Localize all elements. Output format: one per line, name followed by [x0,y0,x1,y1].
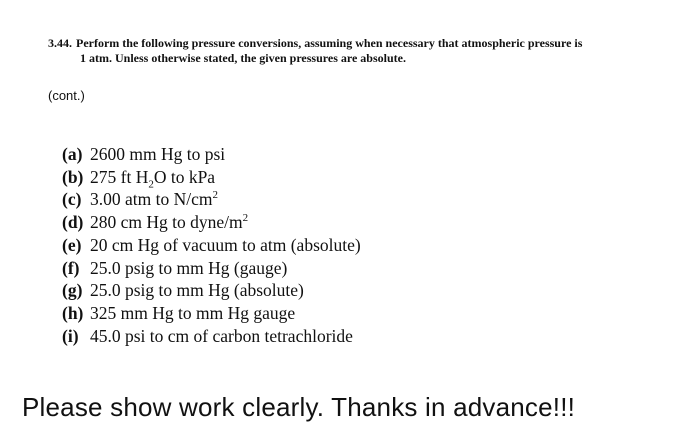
item-text [90,326,353,346]
item-label: (i) [62,325,79,346]
continued-label: (cont.) [48,88,85,103]
list-item [62,166,361,189]
item-text-part: 3.00 atm to N/cm [90,189,213,210]
item-text-part: 2600 mm Hg to psi [90,144,226,164]
item-text-part: 275 ft H [90,166,149,187]
item-text-part: 25.0 psig to mm Hg (absolute) [90,280,304,301]
list-item [62,279,361,302]
item-label: (e) [62,234,82,255]
list-item [62,257,361,280]
item-label: (b) [62,166,84,187]
item-text [90,166,216,191]
item-text-part: 45.0 psi to cm of carbon tetrachloride [90,325,353,346]
problem-text-line2: 1 atm. Unless otherwise stated, the given pressures are absolute. [80,51,406,65]
item-label: (c) [62,189,82,210]
item-text-part: 25.0 psig to mm Hg (gauge) [90,257,288,278]
subscript: 2 [148,178,154,191]
superscript: 2 [212,189,218,202]
item-text [90,303,295,323]
item-label: (f) [62,257,80,278]
footer-request: Please show work clearly. Thanks in advance!!! [22,392,576,422]
item-text [90,189,218,209]
list-item [62,234,361,257]
list-item [62,211,361,234]
item-label: (d) [62,212,84,233]
item-label: (h) [62,302,84,323]
item-text [90,144,225,164]
item-text [90,258,287,278]
item-text-part: 325 mm Hg to mm Hg gauge [90,302,296,323]
conversion-list [62,143,361,347]
list-item [62,188,361,211]
item-text [90,280,304,300]
list-item [62,302,361,325]
problem-statement [48,36,668,66]
item-text-part: 280 cm Hg to dyne/m [90,212,243,233]
superscript: 2 [242,212,249,225]
item-label: (a) [62,144,83,164]
item-label: (g) [62,280,83,301]
item-text-part: O to kPa [153,166,216,187]
problem-number: 3.44. [48,36,72,50]
item-text-part: 20 cm Hg of vacuum to atm (absolute) [90,234,361,255]
list-item [62,143,361,166]
item-text [90,235,361,255]
problem-text-line1: Perform the following pressure conversions, assuming when necessary that atmospheric pressure is [76,36,583,50]
list-item [62,325,361,348]
item-text [90,212,248,232]
